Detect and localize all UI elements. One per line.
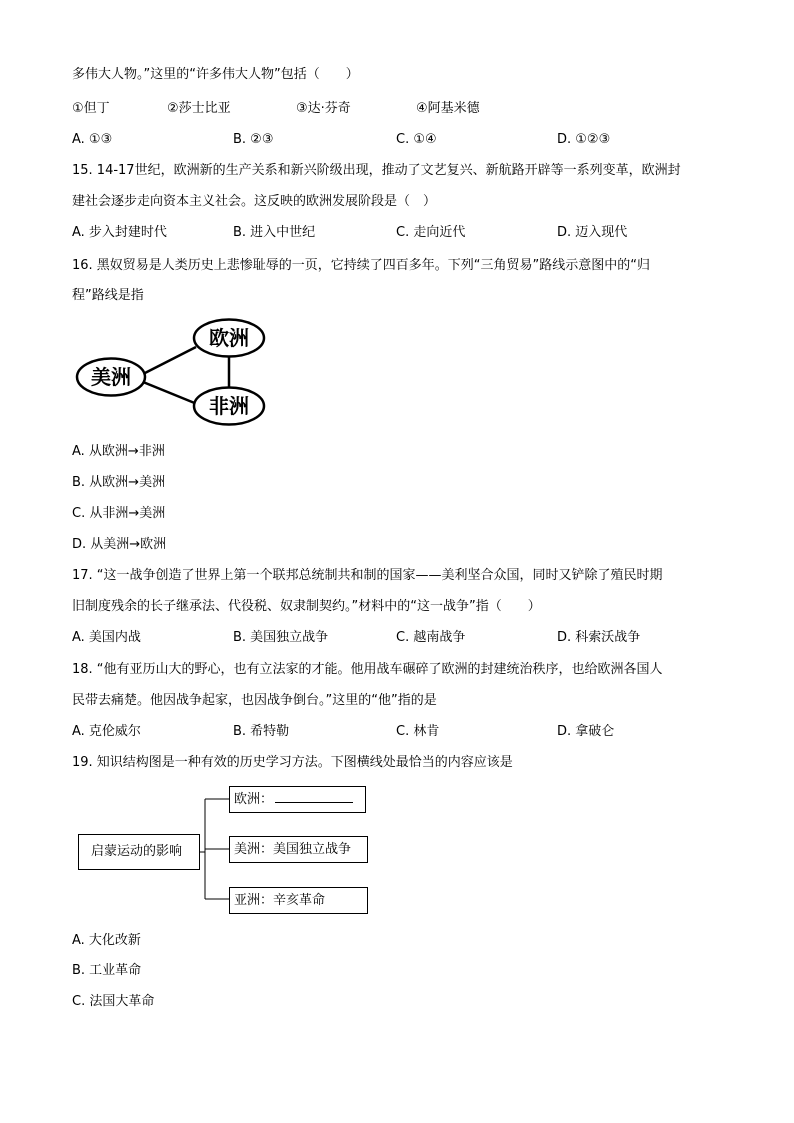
- america-label: 美洲: [91, 365, 131, 389]
- q14-item-4: ④阿基米德: [416, 101, 480, 116]
- q18-stem-line1: 18. “他有亚历山大的野心，也有立法家的才能。他用战车碾碎了欧洲的封建统治秩序，也给欧洲各国人: [72, 662, 663, 677]
- q14-stem: 多伟大人物。”这里的“许多伟大人物”包括（ ）: [72, 67, 359, 82]
- q14-option-b: B. ②③: [233, 132, 274, 147]
- q16-stem-line2: 程”路线是指: [72, 288, 144, 303]
- q16-option-b: B. 从欧洲→美洲: [72, 475, 166, 490]
- q14-item-1: ①但丁: [72, 101, 110, 116]
- q18-option-b: B. 希特勒: [233, 724, 290, 739]
- q19-option-a: A. 大化改新: [72, 933, 141, 948]
- q15-option-c: C. 走向近代: [396, 225, 466, 240]
- tree-asia-label: 亚洲：辛亥革命: [234, 893, 326, 908]
- tree-america-label: 美洲：美国独立战争: [234, 842, 352, 857]
- tree-europe-label: 欧洲：: [234, 792, 274, 807]
- tree-root-box: [78, 834, 200, 870]
- america-africa-link: [143, 382, 197, 404]
- tree-asia-box: [229, 887, 368, 914]
- q17-stem-line1: 17. “这一战争创造了世界上第一个联邦总统制共和制的国家——美利坚合众国，同时又铲除了殖民时期: [72, 568, 663, 583]
- q14-option-c: C. ①④: [396, 132, 437, 147]
- q18-stem-line2: 民带去痛楚。他因战争起家，也因战争倒台。”这里的“他”指的是: [72, 693, 437, 708]
- q14-option-d: D. ①②③: [557, 132, 611, 147]
- tree-root-label: 启蒙运动的影响: [91, 844, 183, 859]
- q18-option-d: D. 拿破仑: [557, 724, 615, 739]
- q15-stem-line1: 15. 14-17世纪，欧洲新的生产关系和新兴阶级出现，推动了文艺复兴、新航路开辟等一系列变革，欧洲封: [72, 163, 681, 178]
- q15-option-a: A. 步入封建时代: [72, 225, 167, 240]
- q17-option-c: C. 越南战争: [396, 630, 466, 645]
- africa-label: 非洲: [209, 394, 249, 418]
- q18-option-a: A. 克伦威尔: [72, 724, 141, 739]
- q14-item-3: ③达·芬奇: [296, 101, 351, 116]
- q19-option-b: B. 工业革命: [72, 963, 142, 978]
- q16-option-d: D. 从美洲→欧洲: [72, 537, 167, 552]
- q16-option-c: C. 从非洲→美洲: [72, 506, 166, 521]
- q14-item-2: ②莎士比亚: [167, 101, 231, 116]
- q14-option-a: A. ①③: [72, 132, 113, 147]
- q19-stem: 19. 知识结构图是一种有效的历史学习方法。下图横线处最恰当的内容应该是: [72, 755, 513, 770]
- q19-option-c: C. 法国大革命: [72, 994, 155, 1009]
- q15-option-b: B. 进入中世纪: [233, 225, 316, 240]
- answer-blank: [275, 790, 353, 803]
- q15-option-d: D. 迈入现代: [557, 225, 628, 240]
- q15-stem-line2: 建社会逐步走向资本主义社会。这反映的欧洲发展阶段是（ ）: [72, 194, 437, 209]
- europe-label: 欧洲: [209, 326, 249, 350]
- tree-europe-box: [229, 786, 366, 813]
- q16-stem-line1: 16. 黑奴贸易是人类历史上悲惨耻辱的一页，它持续了四百多年。下列“三角贸易”路线示意图中的“归: [72, 258, 651, 273]
- q17-option-d: D. 科索沃战争: [557, 630, 641, 645]
- q17-option-b: B. 美国独立战争: [233, 630, 329, 645]
- q16-option-a: A. 从欧洲→非洲: [72, 444, 165, 459]
- q17-stem-line2: 旧制度残余的长子继承法、代役税、奴隶制契约。”材料中的“这一战争”指（ ）: [72, 599, 541, 614]
- america-europe-link: [143, 347, 196, 374]
- q17-option-a: A. 美国内战: [72, 630, 141, 645]
- tree-america-box: [229, 836, 368, 863]
- q18-option-c: C. 林肯: [396, 724, 440, 739]
